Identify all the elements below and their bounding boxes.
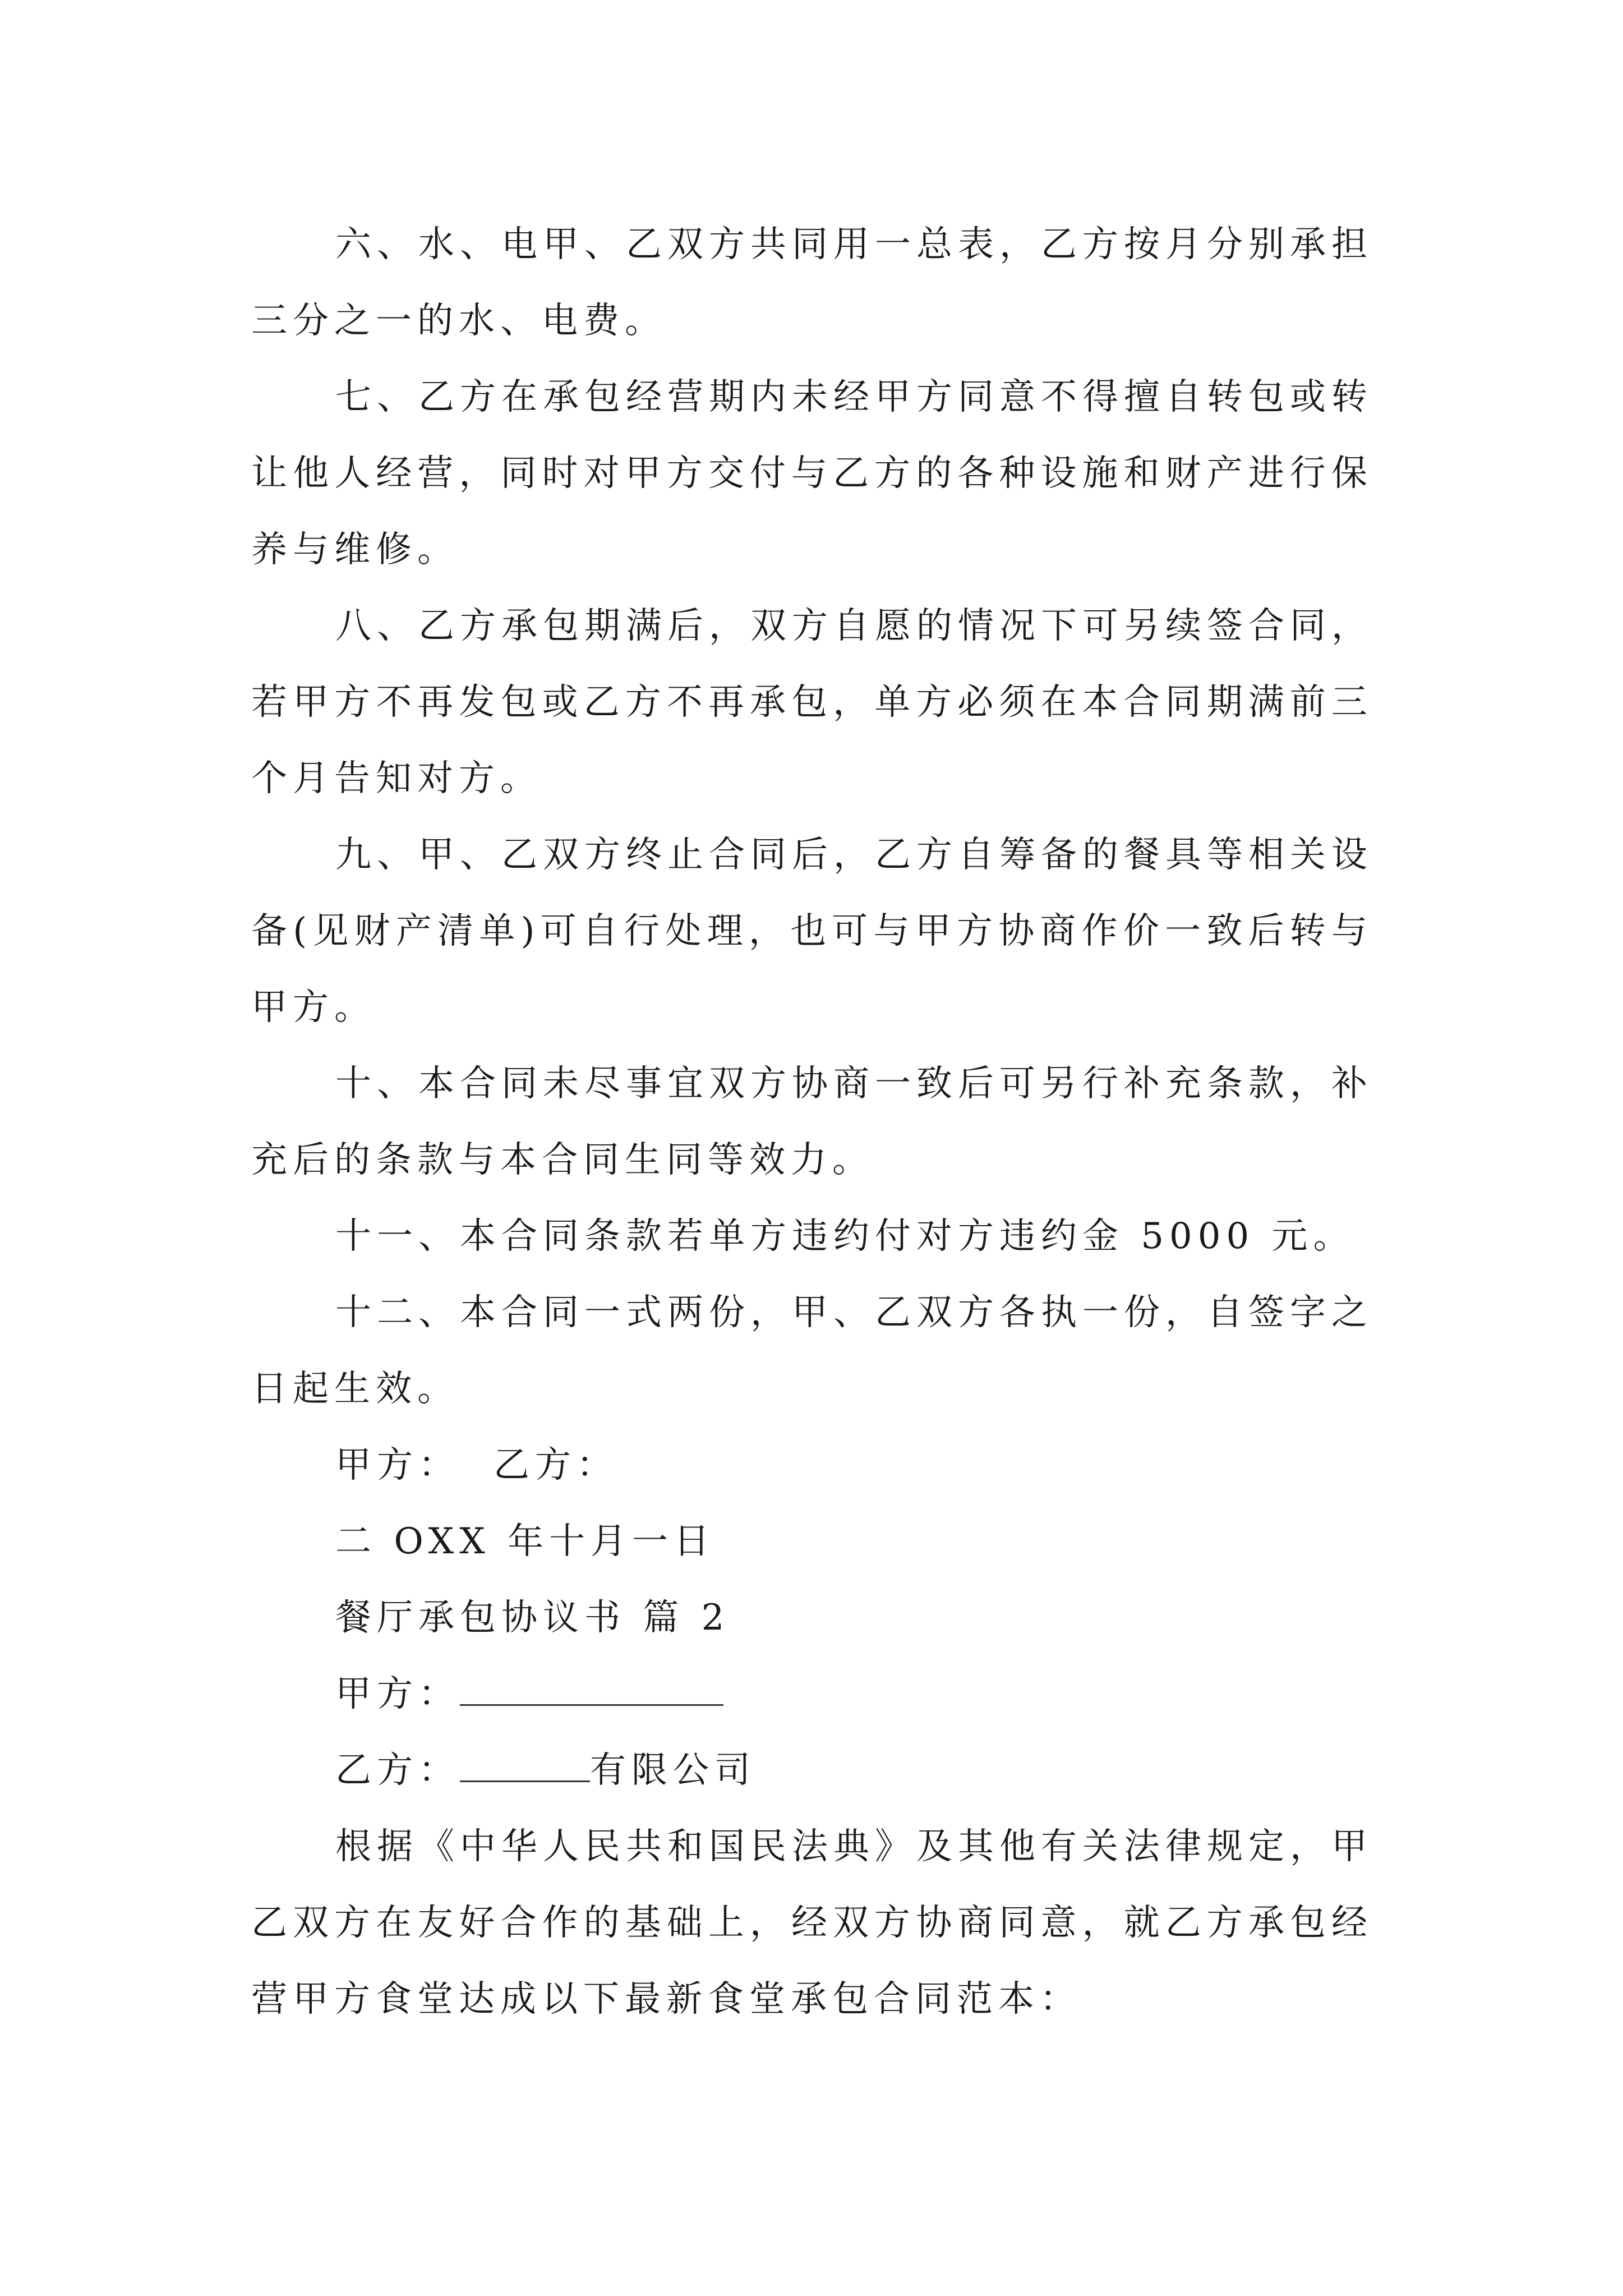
party-a-signature-label: 甲方： — [335, 1444, 460, 1486]
clause-7: 七、乙方在承包经营期内未经甲方同意不得擅自转包或转让他人经营，同时对甲方交付与乙方的各种设施和财产进行保养与维修。 — [251, 376, 1373, 570]
document-body — [251, 206, 1373, 2037]
clause-8: 八、乙方承包期满后，双方自愿的情况下可另续签合同，若甲方不再发包或乙方不再承包，单方必须在本合同期满前三个月告知对方。 — [251, 605, 1373, 799]
signature-line — [251, 1427, 1373, 1503]
party-b-label: 乙方： — [335, 1750, 460, 1791]
section-2-party-a — [251, 1656, 1373, 1732]
party-b-blank — [460, 1748, 590, 1782]
clause-9: 九、甲、乙双方终止合同后，乙方自筹备的餐具等相关设备(见财产清单)可自行处理，也可与甲方协商作价一致后转与甲方。 — [251, 834, 1373, 1028]
clause-12: 十二、本合同一式两份，甲、乙双方各执一份，自签字之日起生效。 — [251, 1292, 1373, 1410]
section-2-party-b — [251, 1732, 1373, 1809]
clause-11: 十一、本合同条款若单方违约付对方违约金 5000 元。 — [335, 1216, 1355, 1257]
contract-date: 二 OXX 年十月一日 — [335, 1521, 716, 1562]
party-b-company-suffix: 有限公司 — [590, 1750, 756, 1791]
party-a-label: 甲方： — [335, 1673, 460, 1715]
clause-10: 十、本合同未尽事宜双方协商一致后可另行补充条款，补充后的条款与本合同生同等效力。 — [251, 1063, 1373, 1181]
party-b-signature-label: 乙方： — [494, 1444, 618, 1486]
section-2-title: 餐厅承包协议书 篇 2 — [335, 1597, 730, 1639]
section-2-intro: 根据《中华人民共和国民法典》及其他有关法律规定，甲乙双方在友好合作的基础上，经双方协商同意，就乙方承包经营甲方食堂达成以下最新食堂承包合同范本： — [251, 1826, 1373, 2020]
clause-6: 六、水、电甲、乙双方共同用一总表，乙方按月分别承担三分之一的水、电费。 — [251, 224, 1373, 342]
party-a-blank — [460, 1672, 723, 1706]
